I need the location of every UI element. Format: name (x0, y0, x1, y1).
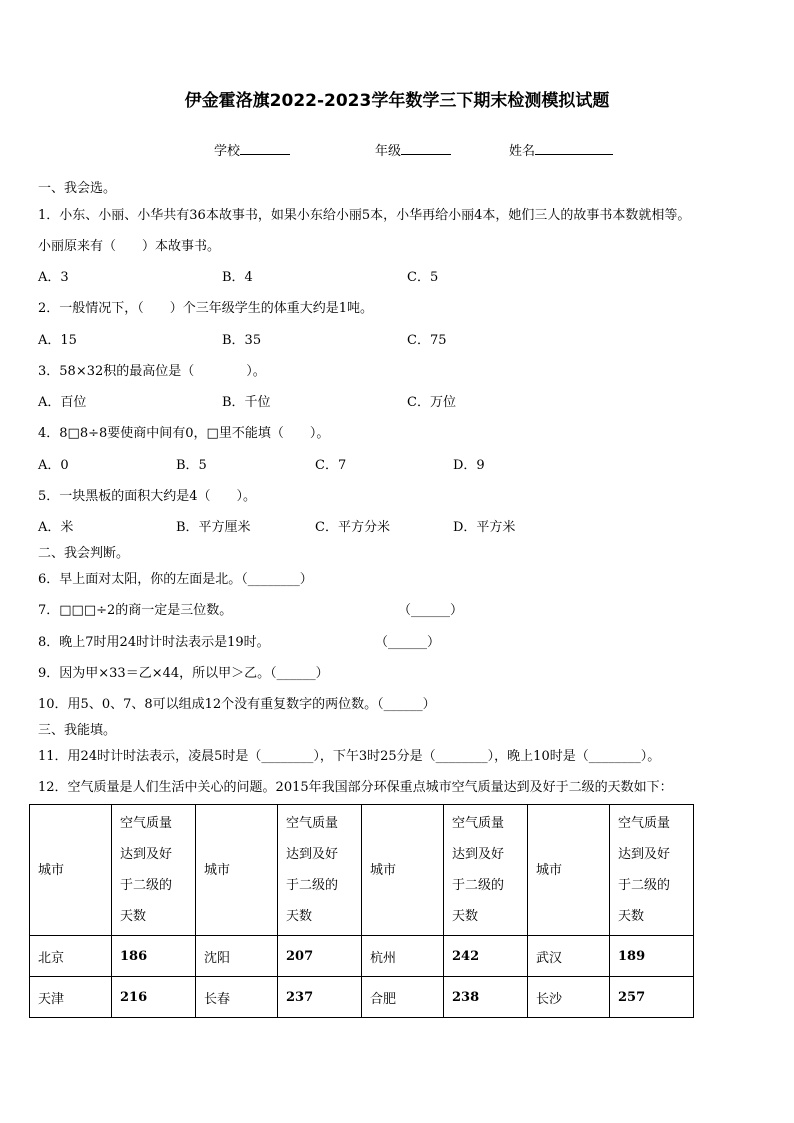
table-cell-city: 北京 (30, 936, 112, 977)
table-cell-days: 237 (278, 977, 362, 1018)
grade-blank[interactable] (401, 141, 451, 155)
question-1-text-cont: 小丽原来有（ ）本故事书。 (38, 239, 221, 254)
table-cell-city: 长沙 (528, 977, 610, 1018)
school-label: 学校 (214, 144, 241, 159)
question-4-text: 4．8□8÷8要使商中间有0，□里不能填（ ）。 (38, 426, 330, 441)
question-4-option-c[interactable]: C．7 (315, 458, 347, 473)
air-quality-table (29, 804, 694, 1018)
table-header-city: 城市 (30, 805, 112, 936)
question-5-option-d[interactable]: D．平方米 (453, 520, 516, 535)
question-3-text: 3．58×32积的最高位是（ ）。 (38, 364, 266, 379)
question-4-option-b[interactable]: B．5 (176, 458, 207, 473)
question-6-answer-blank[interactable]: （________） (241, 572, 313, 587)
table-cell-city: 天津 (30, 977, 112, 1018)
section-heading-choice: 一、我会选。 (38, 181, 117, 196)
question-5-option-b[interactable]: B．平方厘米 (176, 520, 251, 535)
question-3-option-b[interactable]: B．千位 (222, 395, 271, 410)
table-cell-days: 257 (610, 977, 694, 1018)
question-12-text: 12．空气质量是人们生活中关心的问题。2015年我国部分环保重点城市空气质量达到及好于二级的天数如下： (38, 780, 673, 795)
school-blank[interactable] (240, 141, 290, 155)
question-2-option-c[interactable]: C．75 (407, 333, 447, 348)
question-3-option-a[interactable]: A．百位 (38, 395, 87, 410)
question-1-option-c[interactable]: C．5 (407, 270, 439, 285)
table-header-city: 城市 (362, 805, 444, 936)
table-cell-days: 207 (278, 936, 362, 977)
question-5-option-c[interactable]: C．平方分米 (315, 520, 390, 535)
table-cell-city: 合肥 (362, 977, 444, 1018)
question-5-text: 5．一块黑板的面积大约是4（ ）。 (38, 489, 257, 504)
question-8-answer-blank[interactable]: （______） (375, 635, 441, 650)
question-10-text: 10．用5、0、7、8可以组成12个没有重复数字的两位数。（______） (38, 697, 436, 712)
question-11-text: 11．用24时计时法表示，凌晨5时是（________），下午3时25分是（________），晚上10时是（________）。 (38, 749, 661, 764)
table-header-city: 城市 (196, 805, 278, 936)
question-4-option-a[interactable]: A．0 (38, 458, 69, 473)
table-header-days: 空气质量 达到及好 于二级的 天数 (444, 805, 528, 936)
question-3-option-c[interactable]: C．万位 (407, 395, 456, 410)
question-8-text: 8．晚上7时用24时计时法表示是19时。 (38, 635, 270, 650)
table-row (30, 977, 694, 1018)
question-2-option-b[interactable]: B．35 (222, 333, 262, 348)
name-field[interactable] (509, 141, 613, 161)
table-cell-days: 189 (610, 936, 694, 977)
table-header-days: 空气质量 达到及好 于二级的 天数 (610, 805, 694, 936)
question-4-option-d[interactable]: D．9 (453, 458, 485, 473)
question-7-answer-blank[interactable]: （______） (398, 603, 464, 618)
table-header-row (30, 805, 694, 936)
table-header-days: 空气质量 达到及好 于二级的 天数 (278, 805, 362, 936)
question-2-text: 2．一般情况下，（ ）个三年级学生的体重大约是1吨。 (38, 301, 374, 316)
question-1-text: 1．小东、小丽、小华共有36本故事书，如果小东给小丽5本，小华再给小丽4本，她们三人的故事书本数就相等。 (38, 208, 691, 223)
page-title: 伊金霍洛旗2022-2023学年数学三下期末检测模拟试题 (184, 91, 610, 111)
school-field[interactable] (214, 141, 290, 161)
table-cell-days: 216 (112, 977, 196, 1018)
question-1-option-a[interactable]: A．3 (38, 270, 69, 285)
table-header-city: 城市 (528, 805, 610, 936)
name-blank[interactable] (535, 141, 613, 155)
question-6-statement: 6．早上面对太阳，你的左面是北。 (38, 572, 242, 587)
table-header-days: 空气质量 达到及好 于二级的 天数 (112, 805, 196, 936)
grade-field[interactable] (375, 141, 451, 161)
table-cell-days: 186 (112, 936, 196, 977)
question-6-text (38, 571, 313, 589)
section-heading-fill: 三、我能填。 (38, 723, 117, 738)
question-5-option-a[interactable]: A．米 (38, 520, 74, 535)
question-7-text: 7．□□□÷2的商一定是三位数。 (38, 603, 233, 618)
question-1-option-b[interactable]: B．4 (222, 270, 253, 285)
table-cell-city: 杭州 (362, 936, 444, 977)
section-heading-judge: 二、我会判断。 (38, 546, 130, 561)
question-2-option-a[interactable]: A．15 (38, 333, 77, 348)
name-label: 姓名 (509, 144, 536, 159)
table-cell-days: 242 (444, 936, 528, 977)
table-row (30, 936, 694, 977)
table-cell-city: 长春 (196, 977, 278, 1018)
table-cell-city: 沈阳 (196, 936, 278, 977)
table-cell-city: 武汉 (528, 936, 610, 977)
table-cell-days: 238 (444, 977, 528, 1018)
grade-label: 年级 (375, 144, 402, 159)
question-9-text: 9．因为甲×33＝乙×44，所以甲＞乙。（______） (38, 666, 329, 681)
